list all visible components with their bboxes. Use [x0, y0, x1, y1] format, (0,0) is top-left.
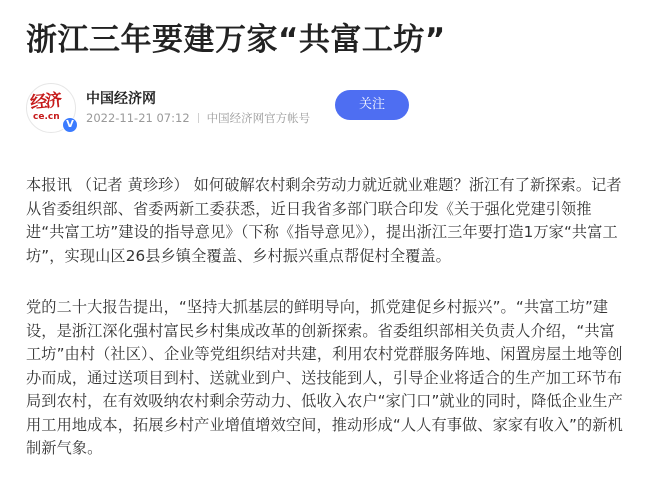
article-title: 浙江三年要建万家“共富工坊”	[26, 22, 446, 58]
publish-date: 2022-11-21 07:12	[86, 111, 190, 125]
publisher-logo-domain: ce.cn	[33, 112, 60, 122]
article-paragraph: 本报讯 （记者 黄珍珍） 如何破解农村剩余劳动力就近就业难题？浙江有了新探索。记者从省委组织部、省委两新工委获悉，近日我省多部门联合印发《关于强化党建引领推进“共富工坊”建设的指导意见》（下称《指导意见》），提出浙江三年要打造1万家“共富工坊”，实现山区26县乡镇全覆盖、乡村振兴重点帮促村全覆盖。	[26, 176, 622, 265]
author-bar	[26, 83, 626, 133]
follow-button[interactable]: 关注	[335, 90, 409, 120]
article-paragraph: 党的二十大报告提出，“坚持大抓基层的鲜明导向，抓党建促乡村振兴”。“共富工坊”建设，是浙江深化强村富民乡村集成改革的创新探索。省委组织部相关负责人介绍，“共富工坊”由村（社区）、企业等党组织结对共建，利用农村党群服务阵地、闲置房屋土地等创办而成，通过送项目到村、送就业到户、送技能到人，引导企业将适合的生产加工环节布局到农村，在有效吸纳农村剩余劳动力、低收入农户“家门口”就业的同时，降低企业生产用工用地成本，拓展乡村产业增值增效空间，推动形成“人人有事做、家家有收入”的新机制新气象。	[26, 298, 623, 457]
meta-divider	[198, 113, 199, 123]
publish-meta	[86, 110, 310, 126]
account-type: 中国经济网官方帐号	[206, 111, 311, 125]
publisher-logo-script: 经济	[29, 90, 62, 114]
verified-icon: V	[62, 117, 78, 133]
publisher-name[interactable]: 中国经济网	[86, 91, 156, 107]
